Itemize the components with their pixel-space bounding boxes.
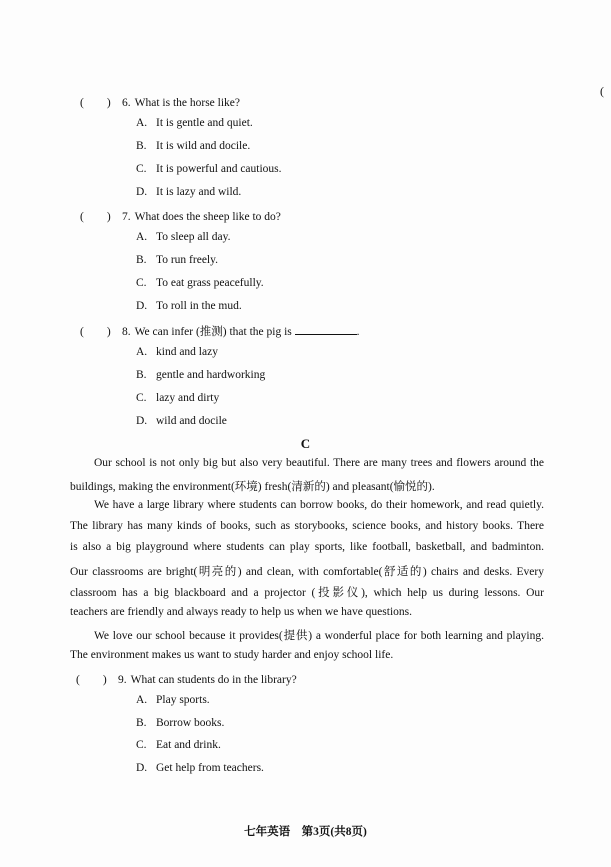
option-letter: C.: [136, 392, 147, 404]
option-text: To eat grass peacefully.: [156, 277, 264, 289]
question-9: [76, 671, 297, 687]
passage-line: We love our school because it provides(提供) a wonderful place for both learning and playing.: [94, 630, 544, 642]
question-6: [80, 94, 240, 110]
question-text: What is the horse like?: [134, 97, 241, 109]
question-text: What does the sheep like to do?: [134, 211, 281, 223]
answer-blank[interactable]: [295, 324, 357, 335]
passage-line: The environment makes us want to study harder and enjoy school life.: [70, 649, 394, 661]
option-9b: [136, 717, 224, 729]
option-letter: C.: [136, 163, 147, 175]
passage-line: We have a large library where students can borrow books, do their homework, and read quietly.: [94, 499, 544, 511]
option-text: To run freely.: [156, 254, 218, 266]
option-8a: [136, 346, 218, 358]
question-text-end: .: [356, 326, 360, 338]
option-text: gentle and hardworking: [156, 369, 266, 381]
option-text: It is powerful and cautious.: [156, 163, 282, 175]
answer-paren[interactable]: ( ): [76, 674, 107, 686]
option-6a: [136, 117, 253, 129]
option-9d: [136, 762, 264, 774]
passage-line: teachers are friendly and always ready to help us when we have questions.: [70, 606, 413, 618]
passage-line: Our classrooms are bright(明亮的) and clean, with comfortable(舒适的) chairs and desks. Every: [70, 566, 544, 578]
option-8b: [136, 369, 265, 381]
option-text: kind and lazy: [156, 346, 218, 358]
option-text: Play sports.: [156, 694, 210, 706]
question-number: 9.: [118, 674, 127, 686]
option-letter: B.: [136, 140, 147, 152]
question-7: [80, 208, 281, 224]
option-6c: [136, 163, 282, 175]
option-text: Eat and drink.: [156, 739, 221, 751]
question-text: What can students do in the library?: [130, 674, 297, 686]
page-footer: 七年英语 第3页(共8页): [244, 826, 367, 838]
option-7a: [136, 231, 230, 243]
option-letter: C.: [136, 277, 147, 289]
passage-line: The library has many kinds of books, such as storybooks, science books, and history books. There: [70, 520, 544, 532]
option-6b: [136, 140, 250, 152]
passage-line: buildings, making the environment(环境) fresh(清新的) and pleasant(愉悦的).: [70, 481, 435, 493]
option-text: It is wild and docile.: [156, 140, 251, 152]
option-9c: [136, 739, 221, 751]
option-8c: [136, 392, 219, 404]
option-letter: D.: [136, 762, 148, 774]
option-7b: [136, 254, 218, 266]
option-7d: [136, 300, 242, 312]
option-6d: [136, 186, 241, 198]
option-text: wild and docile: [156, 415, 227, 427]
option-letter: A.: [136, 231, 148, 243]
question-text: We can infer (推测) that the pig is: [134, 326, 292, 338]
option-letter: A.: [136, 117, 148, 129]
option-letter: D.: [136, 300, 148, 312]
answer-paren[interactable]: ( ): [80, 326, 111, 338]
answer-paren[interactable]: ( ): [80, 97, 111, 109]
option-text: It is lazy and wild.: [156, 186, 242, 198]
option-letter: B.: [136, 369, 147, 381]
question-number: 6.: [122, 97, 131, 109]
option-letter: B.: [136, 717, 147, 729]
option-letter: B.: [136, 254, 147, 266]
section-title: C: [300, 436, 311, 451]
option-7c: [136, 277, 264, 289]
question-number: 8.: [122, 326, 131, 338]
option-text: Borrow books.: [156, 717, 225, 729]
option-letter: A.: [136, 694, 148, 706]
option-8d: [136, 415, 227, 427]
option-9a: [136, 694, 210, 706]
option-text: To sleep all day.: [156, 231, 231, 243]
question-number: 7.: [122, 211, 131, 223]
option-text: lazy and dirty: [156, 392, 220, 404]
passage-line: Our school is not only big but also very beautiful. There are many trees and flowers around the: [94, 457, 544, 469]
passage-line: is also a big playground where students can play sports, like football, basketball, and badminton.: [70, 541, 544, 553]
question-8: [80, 323, 360, 339]
answer-paren[interactable]: ( ): [80, 211, 111, 223]
corner-mark: (: [600, 84, 604, 98]
option-letter: D.: [136, 415, 148, 427]
option-letter: C.: [136, 739, 147, 751]
option-text: To roll in the mud.: [156, 300, 242, 312]
option-letter: D.: [136, 186, 148, 198]
option-text: Get help from teachers.: [156, 762, 264, 774]
option-text: It is gentle and quiet.: [156, 117, 253, 129]
option-letter: A.: [136, 346, 148, 358]
passage-line: classroom has a big blackboard and a projector (投影仪), which help us during lessons. Our: [70, 587, 544, 599]
